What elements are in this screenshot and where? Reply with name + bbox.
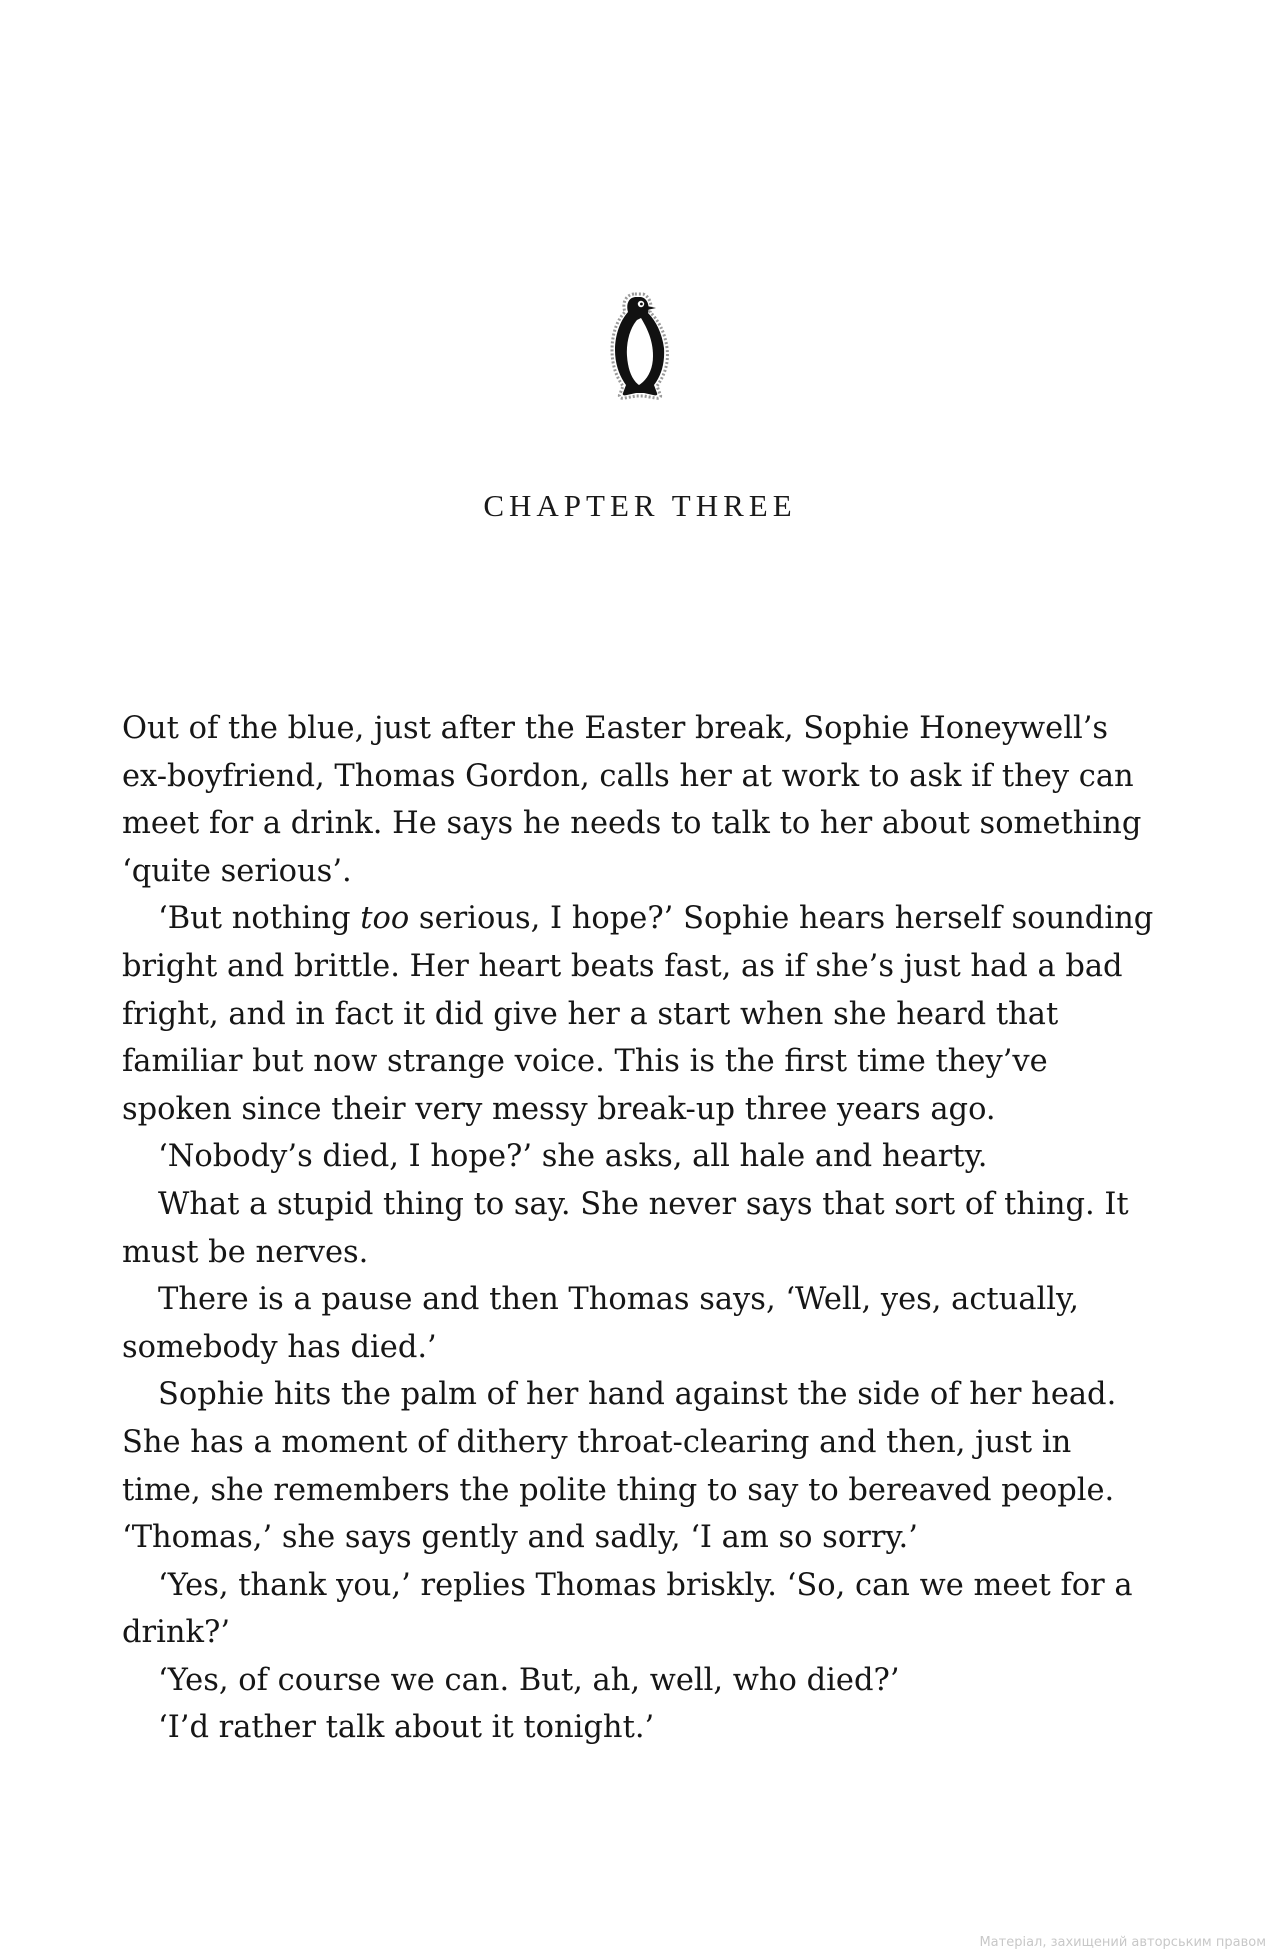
text-line: ‘Thomas,’ she says gently and sadly, ‘I am so sorry.’ [122,1520,918,1556]
text-line: ‘Yes, thank you,’ replies Thomas briskly. ‘So, can we meet for a [158,1567,1133,1603]
text-line: somebody has died.’ [122,1329,437,1365]
text-line: must be nerves. [122,1234,369,1270]
penguin-logo-icon [603,290,677,402]
text-line: time, she remembers the polite thing to say to bereaved people. [122,1472,1115,1508]
text-line: ‘I’d rather talk about it tonight.’ [158,1710,655,1746]
text-segment: ‘But nothing [158,901,361,937]
text-line: Sophie hits the palm of her hand against the side of her head. [158,1377,1117,1413]
chapter-title: CHAPTER THREE [483,488,797,523]
text-line: ‘Nobody’s died, I hope?’ she asks, all hale and hearty. [158,1139,988,1175]
text-line: spoken since their very messy break-up three years ago. [122,1091,996,1127]
text-line: ‘quite serious’. [122,853,352,889]
text-line: familiar but now strange voice. This is the first time they’ve [122,1044,1048,1080]
copyright-watermark: Матеріал, захищений авторським правом [979,1935,1266,1950]
italic-emphasis: too [360,901,410,937]
text-line: bright and brittle. Her heart beats fast, as if she’s just had a bad [122,948,1123,984]
text-line: ‘Yes, of course we can. But, ah, well, who died?’ [158,1662,900,1698]
text-line: Out of the blue, just after the Easter break, Sophie Honeywell’s [122,711,1109,746]
text-line: fright, and in fact it did give her a start when she heard that [122,996,1059,1032]
text-line [122,895,1162,943]
text-line: ex-boyfriend, Thomas Gordon, calls her at work to ask if they can [122,758,1134,794]
text-line: She has a moment of dithery throat-clearing and then, just in [122,1424,1072,1460]
chapter-body [122,705,1162,1752]
text-line: meet for a drink. He says he needs to talk to her about something [122,806,1142,842]
text-line: What a stupid thing to say. She never says that sort of thing. It [158,1186,1129,1222]
text-line: There is a pause and then Thomas says, ‘Well, yes, actually, [158,1282,1079,1318]
text-segment: serious, I hope?’ Sophie hears herself sounding [409,901,1154,937]
text-line: drink?’ [122,1615,231,1651]
